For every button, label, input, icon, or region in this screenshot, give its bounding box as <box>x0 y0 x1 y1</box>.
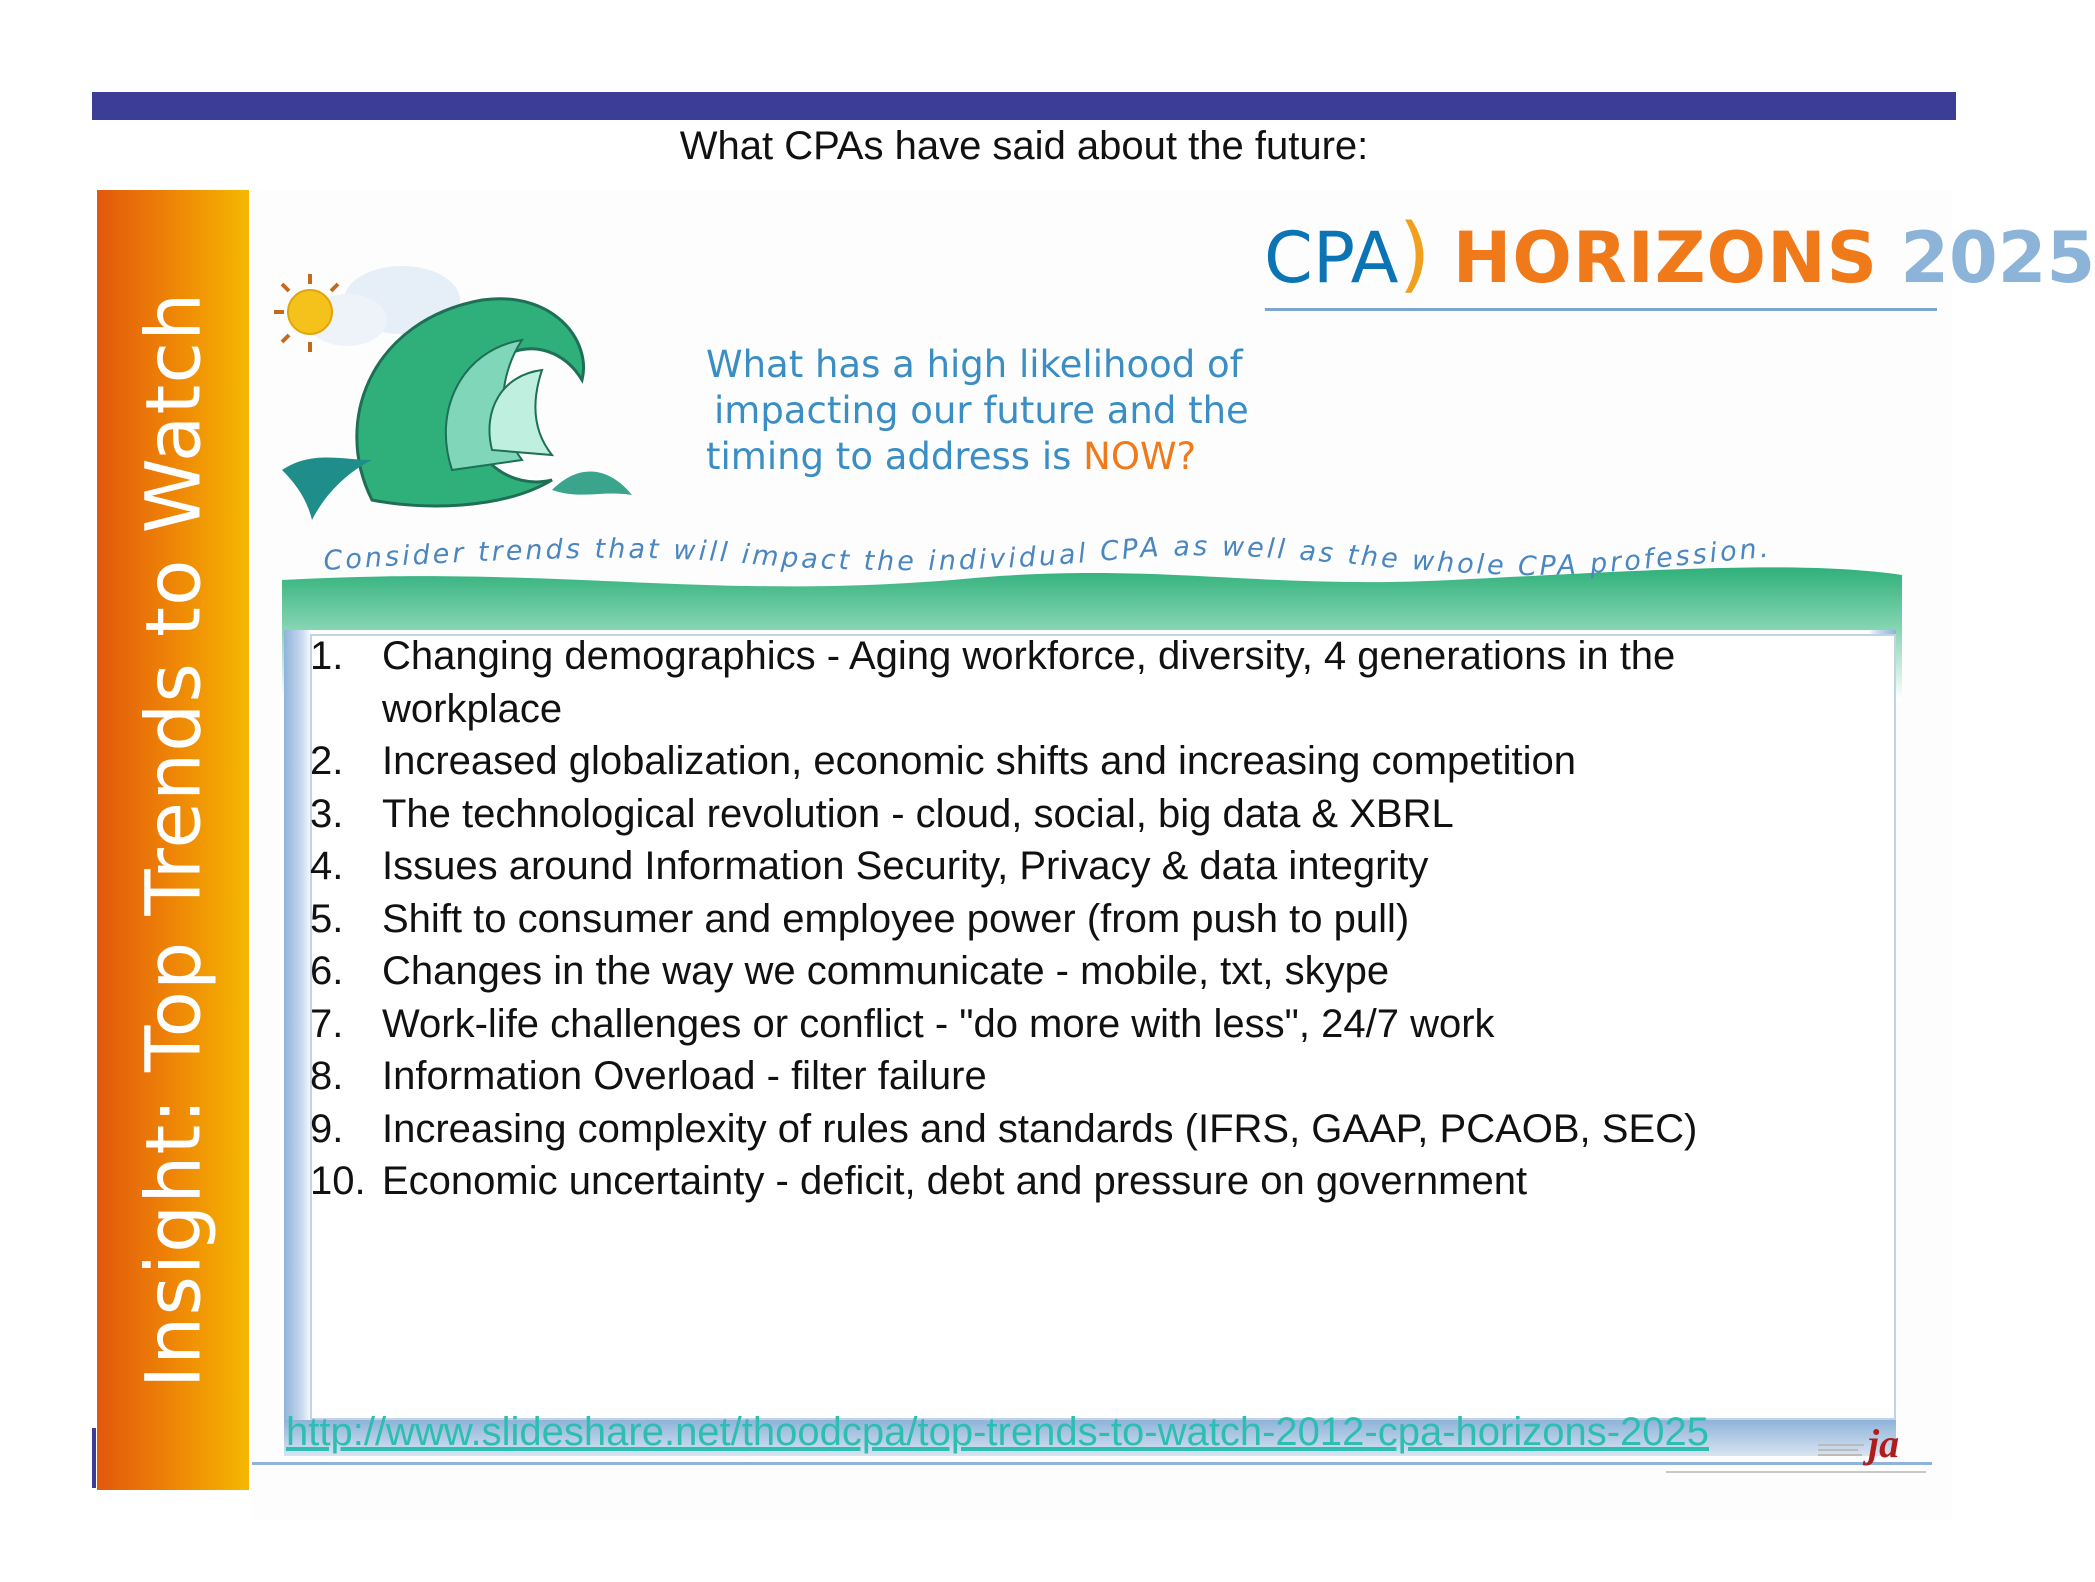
list-item <box>310 630 1810 735</box>
side-divider <box>92 1428 96 1488</box>
logo-year-text: 2025 <box>1900 217 2095 299</box>
list-item <box>310 1050 1810 1103</box>
logo-cpa-text: CPA <box>1264 217 1399 299</box>
list-item-number: 9. <box>310 1106 344 1151</box>
list-item-number: 6. <box>310 949 344 993</box>
list-item <box>310 788 1810 841</box>
list-item-number: 4. <box>310 844 344 888</box>
list-item-text: Increased globalization, economic shifts and increasing competition <box>382 739 1577 783</box>
list-item-text: Information Overload - filter failure <box>382 1054 987 1098</box>
list-item-text: Changing demographics - Aging workforce, diversity, 4 generations in the workplace <box>382 634 1676 731</box>
list-item <box>310 1155 1810 1208</box>
list-item-number: 1. <box>310 634 344 678</box>
logo-horizons-text: HORIZONS <box>1452 217 1879 299</box>
list-item-number: 2. <box>310 739 344 783</box>
list-item-number: 3. <box>310 791 344 836</box>
tagline-text: Consider trends that will impact the individual CPA as well as the whole CPA profession. <box>322 531 1773 582</box>
copyright-fine-print <box>1666 1468 1926 1476</box>
list-item-text: Work-life challenges or conflict - "do more with less", 24/7 work <box>382 1001 1495 1046</box>
list-item <box>310 998 1810 1051</box>
list-item-text: Issues around Information Security, Privacy & data integrity <box>382 844 1429 888</box>
ja-fine-print <box>1818 1442 1868 1458</box>
list-item <box>310 1103 1810 1156</box>
side-banner-title: Insight: Top Trends to Watch <box>128 291 218 1389</box>
list-item-text: Economic uncertainty - deficit, debt and pressure on government <box>382 1159 1528 1203</box>
svg-text:Consider trends that will impa <box>323 531 1773 582</box>
ja-logo: ja <box>1868 1421 1900 1466</box>
question-line-1: What has a high likelihood of <box>706 343 1243 386</box>
list-item-number: 5. <box>310 896 344 941</box>
source-link[interactable]: http://www.slideshare.net/thoodcpa/top-trends-to-watch-2012-cpa-horizons-2025 <box>286 1410 1710 1454</box>
list-item-text: Increasing complexity of rules and standards (IFRS, GAAP, PCAOB, SEC) <box>382 1106 1698 1151</box>
slide-heading: What CPAs have said about the future: <box>679 124 1369 168</box>
logo-paren: ) <box>1398 207 1431 302</box>
list-item-number: 8. <box>310 1054 344 1098</box>
list-item <box>310 840 1810 893</box>
list-item <box>310 945 1810 998</box>
tagline <box>252 510 1932 590</box>
list-item <box>310 893 1810 946</box>
bottom-rule <box>252 1462 1932 1465</box>
side-banner <box>97 190 249 1490</box>
list-item <box>310 735 1810 788</box>
question-line-3-prefix: timing to address is <box>706 435 1084 478</box>
question-text <box>706 342 1266 480</box>
list-item-text: Changes in the way we communicate - mobile, txt, skype <box>382 949 1390 993</box>
question-line-2: impacting our future and the <box>714 389 1249 432</box>
list-item-text: The technological revolution - cloud, social, big data & XBRL <box>382 791 1454 836</box>
list-item-number: 7. <box>310 1001 344 1046</box>
list-item-number: 10. <box>310 1159 366 1203</box>
logo-underline <box>1265 308 1937 311</box>
list-item-text: Shift to consumer and employee power (from push to pull) <box>382 896 1410 941</box>
top-bar <box>92 92 1956 120</box>
question-now: NOW? <box>1083 435 1197 478</box>
question-line-3 <box>706 434 1266 480</box>
cpa-horizons-logo <box>1264 207 2095 302</box>
trends-list <box>310 630 1810 1208</box>
wave-illustration <box>252 260 712 540</box>
